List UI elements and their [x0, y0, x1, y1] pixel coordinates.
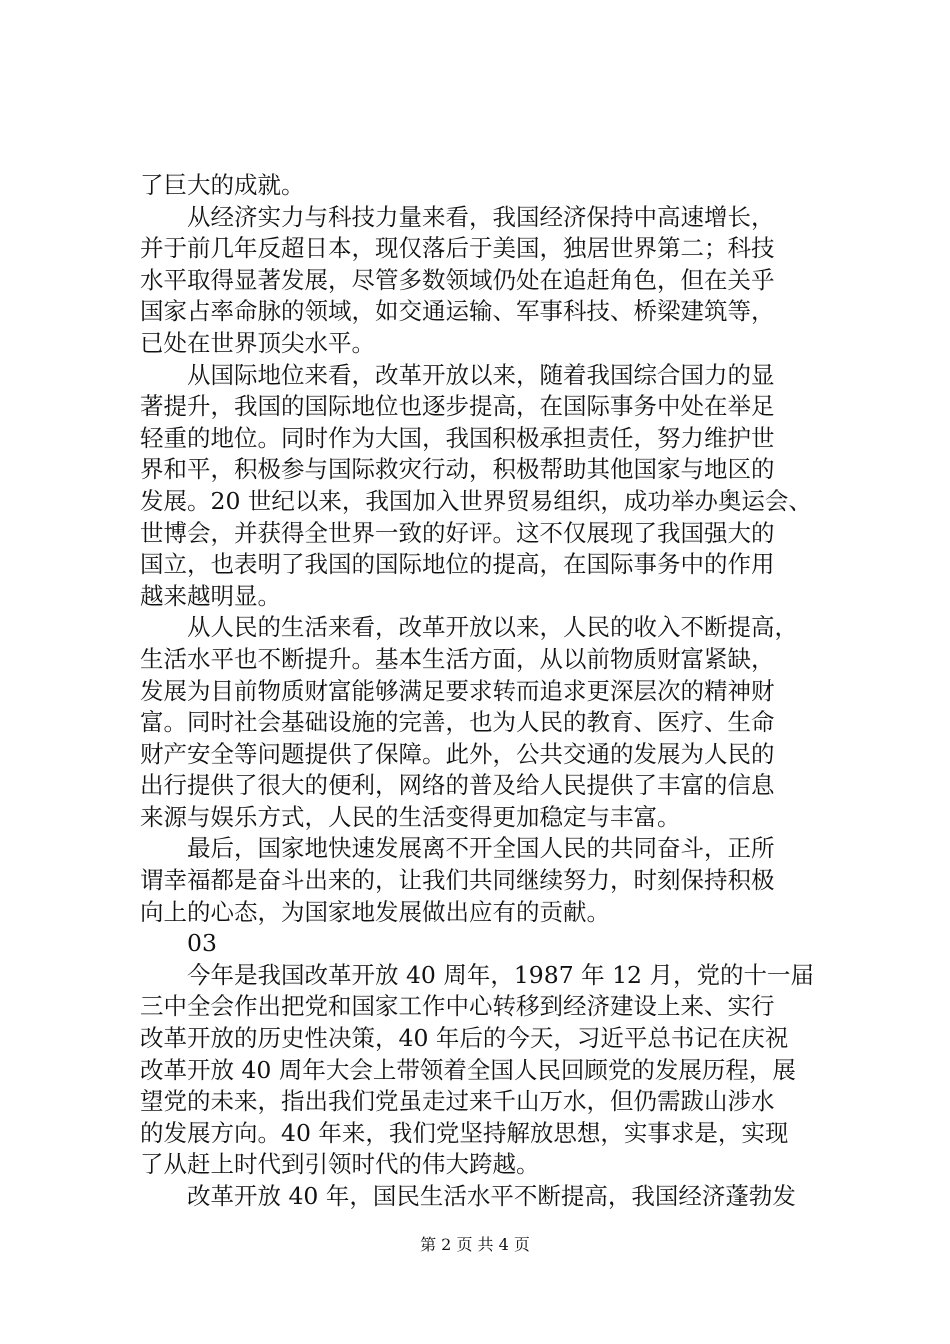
text-line: 最后，国家地快速发展离不开全国人民的共同奋斗，正所 [187, 834, 775, 863]
text-line: 从国际地位来看，改革开放以来，随着我国综合国力的显 [187, 360, 775, 389]
text-line: 并于前几年反超日本，现仅落后于美国，独居世界第二；科技 [140, 234, 775, 263]
text-line: 的发展方向。40 年来，我们党坚持解放思想，实事求是，实现 [140, 1118, 789, 1147]
document-body [140, 170, 840, 1213]
text-line: 已处在世界顶尖水平。 [140, 328, 375, 357]
text-line: 生活水平也不断提升。基本生活方面，从以前物质财富紧缺， [140, 644, 775, 673]
text-line: 03 [187, 929, 217, 958]
text-line: 向上的心态，为国家地发展做出应有的贡献。 [140, 897, 610, 926]
text-line: 了巨大的成就。 [140, 171, 305, 199]
text-line: 来源与娱乐方式，人民的生活变得更加稳定与丰富。 [140, 802, 681, 831]
text-line: 界和平，积极参与国际救灾行动，积极帮助其他国家与地区的 [140, 455, 775, 484]
text-line: 出行提供了很大的便利，网络的普及给人民提供了丰富的信息 [140, 771, 775, 800]
text-line: 望党的未来，指出我们党虽走过来千山万水，但仍需跋山涉水 [140, 1087, 775, 1116]
text-line: 越来越明显。 [140, 581, 281, 610]
text-line: 谓幸福都是奋斗出来的，让我们共同继续努力，时刻保持积极 [140, 866, 775, 895]
text-line: 发展。20 世纪以来，我国加入世界贸易组织，成功举办奥运会、 [140, 486, 812, 515]
text-line: 改革开放 40 周年大会上带领着全国人民回顾党的发展历程，展 [140, 1055, 796, 1084]
text-line: 三中全会作出把党和国家工作中心转移到经济建设上来、实行 [140, 992, 775, 1021]
text-line: 改革开放的历史性决策，40 年后的今天，习近平总书记在庆祝 [140, 1024, 789, 1053]
text-line: 国家占率命脉的领域，如交通运输、军事科技、桥梁建筑等， [140, 297, 775, 326]
text-line: 从人民的生活来看，改革开放以来，人民的收入不断提高， [187, 613, 798, 642]
text-line: 富。同时社会基础设施的完善，也为人民的教育、医疗、生命 [140, 708, 775, 737]
text-line: 世博会，并获得全世界一致的好评。这不仅展现了我国强大的 [140, 518, 775, 547]
text-line: 著提升，我国的国际地位也逐步提高，在国际事务中处在举足 [140, 392, 775, 421]
text-line: 发展为目前物质财富能够满足要求转而追求更深层次的精神财 [140, 676, 775, 705]
text-line: 轻重的地位。同时作为大国，我国积极承担责任，努力维护世 [140, 423, 775, 452]
text-line: 今年是我国改革开放 40 周年，1987 年 12 月，党的十一届 [187, 960, 814, 989]
text-line: 改革开放 40 年，国民生活水平不断提高，我国经济蓬勃发 [187, 1182, 796, 1210]
page-number-footer: 第 2 页 共 4 页 [420, 1235, 530, 1254]
text-line: 国立，也表明了我国的国际地位的提高，在国际事务中的作用 [140, 550, 775, 579]
text-line: 了从赶上时代到引领时代的伟大跨越。 [140, 1150, 540, 1179]
text-line: 财产安全等问题提供了保障。此外，公共交通的发展为人民的 [140, 739, 775, 768]
text-line: 从经济实力与科技力量来看，我国经济保持中高速增长， [187, 202, 775, 231]
text-line: 水平取得显著发展，尽管多数领域仍处在追赶角色，但在关乎 [140, 265, 775, 294]
